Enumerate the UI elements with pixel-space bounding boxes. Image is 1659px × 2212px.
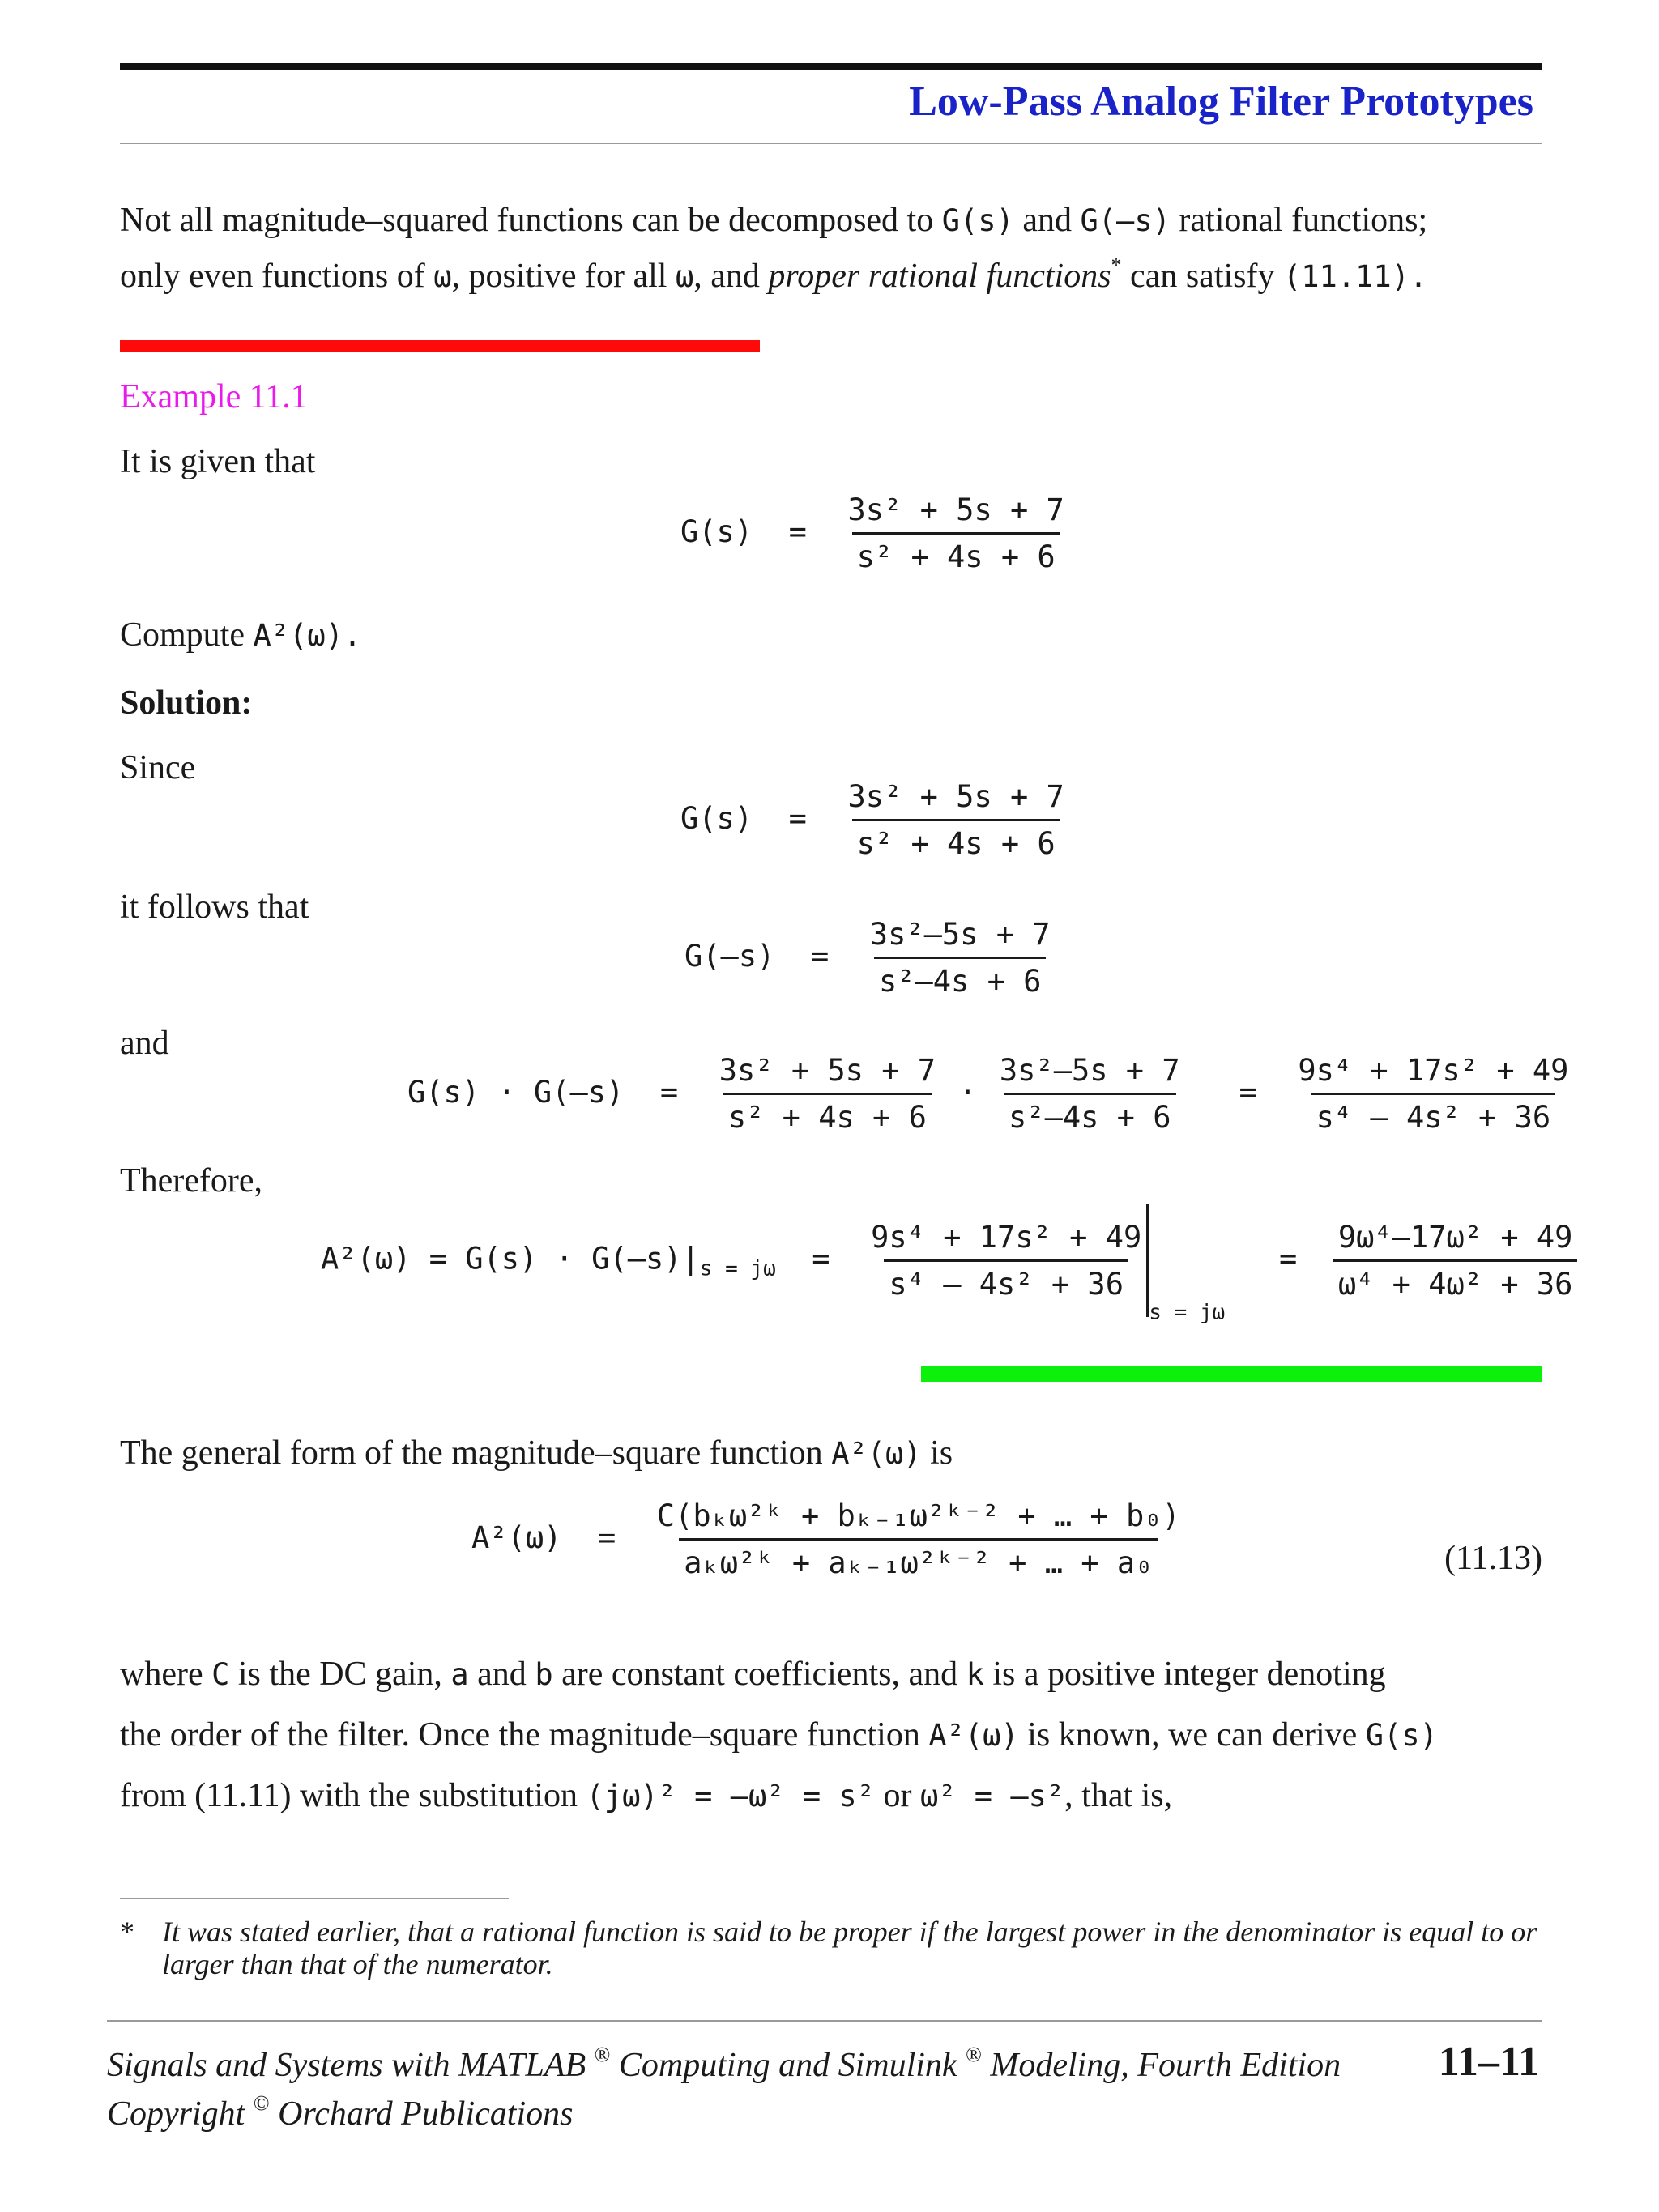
eq-lhs: G(–s) bbox=[684, 939, 775, 974]
eq-equals: = bbox=[659, 1075, 679, 1110]
footnote-rule bbox=[120, 1898, 509, 1899]
denominator: s⁴ – 4s² + 36 bbox=[884, 1259, 1128, 1302]
equation-a-squared bbox=[321, 1204, 1577, 1325]
where-line-3 bbox=[120, 1766, 1542, 1826]
where-paragraph bbox=[120, 1644, 1542, 1826]
eq-lhs: G(s) · G(–s) bbox=[407, 1075, 625, 1110]
given-text: It is given that bbox=[120, 443, 316, 480]
intro-text: rational functions; bbox=[1170, 202, 1428, 239]
equation-g-s-given bbox=[680, 492, 1069, 574]
math-c: C bbox=[211, 1657, 230, 1692]
footer-citation bbox=[107, 2041, 1341, 2138]
fraction-1 bbox=[714, 1053, 940, 1135]
eq-equals: = bbox=[788, 514, 807, 549]
intro-text: and bbox=[1013, 202, 1081, 239]
eq-lhs: A²(ω) bbox=[471, 1520, 562, 1555]
numerator: 9s⁴ + 17s² + 49 bbox=[871, 1219, 1142, 1255]
math-b: b bbox=[535, 1657, 553, 1692]
copyright-symbol: © bbox=[253, 2091, 270, 2115]
where-text: , that is, bbox=[1064, 1777, 1173, 1814]
where-line-2 bbox=[120, 1705, 1542, 1766]
denominator: aₖω²ᵏ + aₖ₋₁ω²ᵏ⁻² + … + a₀ bbox=[679, 1538, 1158, 1580]
equation-reference[interactable]: (11.11). bbox=[1283, 259, 1428, 294]
numerator: C(bₖω²ᵏ + bₖ₋₁ω²ᵏ⁻² + … + b₀) bbox=[656, 1498, 1180, 1533]
solution-heading: Solution: bbox=[120, 684, 253, 722]
where-text: is known, we can derive bbox=[1018, 1716, 1366, 1754]
math-a-squared: A²(ω). bbox=[253, 618, 362, 653]
eq-equals: = bbox=[1279, 1241, 1298, 1276]
math-a-squared: A²(ω) bbox=[928, 1718, 1019, 1753]
eq-lhs: G(s) bbox=[680, 801, 753, 836]
denominator: s²–4s + 6 bbox=[1004, 1093, 1175, 1135]
where-text: or bbox=[874, 1777, 920, 1814]
intro-paragraph bbox=[120, 193, 1542, 305]
where-text: from (11.11) with the substitution bbox=[120, 1777, 586, 1814]
numerator: 3s²–5s + 7 bbox=[999, 1053, 1180, 1088]
book-title-text: Computing and Simulink bbox=[610, 2047, 957, 2084]
general-form-line bbox=[120, 1426, 1542, 1481]
example-title: Example 11.1 bbox=[120, 378, 308, 416]
and-text: and bbox=[120, 1025, 169, 1062]
eq-equals: = bbox=[810, 939, 830, 974]
fraction-result bbox=[1333, 1220, 1578, 1302]
general-text: The general form of the magnitude–square function bbox=[120, 1434, 832, 1472]
math-substitution-2: ω² = –s² bbox=[919, 1779, 1065, 1813]
fraction-2 bbox=[995, 1053, 1185, 1135]
where-line-1 bbox=[120, 1644, 1542, 1705]
fraction bbox=[843, 779, 1069, 861]
eq-equals: = bbox=[1239, 1075, 1257, 1110]
fraction bbox=[866, 1220, 1146, 1302]
eq-equals: = bbox=[788, 801, 807, 836]
math-g-s: G(s) bbox=[1365, 1718, 1438, 1753]
math-g-s: G(s) bbox=[941, 203, 1014, 238]
denominator: s²–4s + 6 bbox=[874, 957, 1046, 999]
fraction-result bbox=[1293, 1053, 1573, 1135]
intro-line-2 bbox=[120, 249, 1542, 305]
eq-equals: = bbox=[597, 1520, 616, 1555]
intro-text: Not all magnitude–squared functions can be decomposed to bbox=[120, 202, 942, 239]
equation-g-minus-s bbox=[684, 917, 1056, 999]
eq-lhs: G(s) bbox=[680, 514, 753, 549]
denominator: s² + 4s + 6 bbox=[852, 532, 1060, 574]
page-number: 11–11 bbox=[1438, 2039, 1539, 2085]
math-a-squared: A²(ω) bbox=[831, 1436, 922, 1471]
equation-11-13 bbox=[471, 1498, 1185, 1580]
numerator: 3s² + 5s + 7 bbox=[847, 779, 1064, 814]
math-a: a bbox=[450, 1657, 469, 1692]
math-omega: ω bbox=[675, 259, 694, 294]
numerator: 3s² + 5s + 7 bbox=[719, 1053, 936, 1088]
emphasis-proper-rational: proper rational functions bbox=[768, 258, 1111, 295]
example-end-bar bbox=[921, 1366, 1542, 1382]
footer-copyright bbox=[107, 2090, 1341, 2138]
footer-rule bbox=[107, 2020, 1542, 2022]
equation-number: (11.13) bbox=[1444, 1540, 1542, 1577]
where-text: is the DC gain, bbox=[229, 1656, 451, 1693]
book-title-text: Signals and Systems with MATLAB bbox=[107, 2047, 586, 2084]
follows-text: it follows that bbox=[120, 889, 309, 926]
compute-text: Compute bbox=[120, 616, 254, 654]
numerator: 3s²–5s + 7 bbox=[869, 917, 1051, 952]
equation-product bbox=[407, 1053, 1573, 1135]
denominator: s² + 4s + 6 bbox=[723, 1093, 932, 1135]
where-text: and bbox=[468, 1656, 535, 1693]
denominator: ω⁴ + 4ω² + 36 bbox=[1333, 1259, 1578, 1302]
denominator: s⁴ – 4s² + 36 bbox=[1311, 1093, 1556, 1135]
copyright-text: Copyright bbox=[107, 2095, 245, 2133]
intro-text: , and bbox=[693, 258, 769, 295]
fraction bbox=[652, 1498, 1185, 1580]
math-k: k bbox=[966, 1657, 984, 1692]
intro-text: , positive for all bbox=[451, 258, 676, 295]
eq-lhs: A²(ω) = G(s) · G(–s)| bbox=[321, 1241, 700, 1276]
footnote bbox=[120, 1916, 1542, 1980]
footnote-marker[interactable]: * bbox=[1111, 254, 1122, 277]
header-top-rule bbox=[120, 63, 1542, 70]
footnote-text: It was stated earlier, that a rational function is said to be proper if the largest power in the denominator is equal to or larger than that of the numerator. bbox=[162, 1916, 1537, 1980]
denominator: s² + 4s + 6 bbox=[852, 819, 1060, 861]
fraction bbox=[843, 492, 1069, 574]
numerator: 3s² + 5s + 7 bbox=[847, 492, 1064, 527]
since-text: Since bbox=[120, 749, 196, 786]
header-title: Low-Pass Analog Filter Prototypes bbox=[909, 79, 1533, 125]
registered-mark: ® bbox=[966, 2043, 982, 2066]
header-bottom-rule bbox=[120, 143, 1542, 144]
eval-subscript: s = jω bbox=[699, 1256, 776, 1281]
math-substitution: (jω)² = –ω² = s² bbox=[586, 1779, 875, 1813]
intro-line-1 bbox=[120, 193, 1542, 249]
intro-text: can satisfy bbox=[1121, 258, 1283, 295]
book-title-text: Modeling, Fourth Edition bbox=[981, 2047, 1341, 2084]
math-omega: ω bbox=[433, 259, 452, 294]
math-g-minus-s: G(–s) bbox=[1080, 203, 1171, 238]
footer-book-title bbox=[107, 2041, 1341, 2090]
registered-mark: ® bbox=[594, 2043, 611, 2066]
numerator: 9s⁴ + 17s² + 49 bbox=[1298, 1053, 1569, 1088]
example-start-bar bbox=[120, 340, 760, 352]
eq-dot: · bbox=[958, 1075, 977, 1110]
eval-subscript: s = jω bbox=[1149, 1300, 1226, 1325]
fraction bbox=[865, 917, 1056, 999]
general-text: is bbox=[921, 1434, 953, 1472]
equation-g-s bbox=[680, 779, 1069, 861]
eq-equals: = bbox=[812, 1241, 830, 1276]
compute-line bbox=[120, 607, 1542, 663]
footnote-marker: * bbox=[120, 1916, 134, 1948]
copyright-text: Orchard Publications bbox=[269, 2095, 574, 2133]
where-text: the order of the filter. Once the magnitude–square function bbox=[120, 1716, 929, 1754]
where-text: where bbox=[120, 1656, 212, 1693]
where-text: is a positive integer denoting bbox=[983, 1656, 1386, 1693]
therefore-text: Therefore, bbox=[120, 1162, 263, 1200]
where-text: are constant coefficients, and bbox=[552, 1656, 966, 1693]
numerator: 9ω⁴–17ω² + 49 bbox=[1337, 1219, 1573, 1255]
intro-text: only even functions of bbox=[120, 258, 434, 295]
